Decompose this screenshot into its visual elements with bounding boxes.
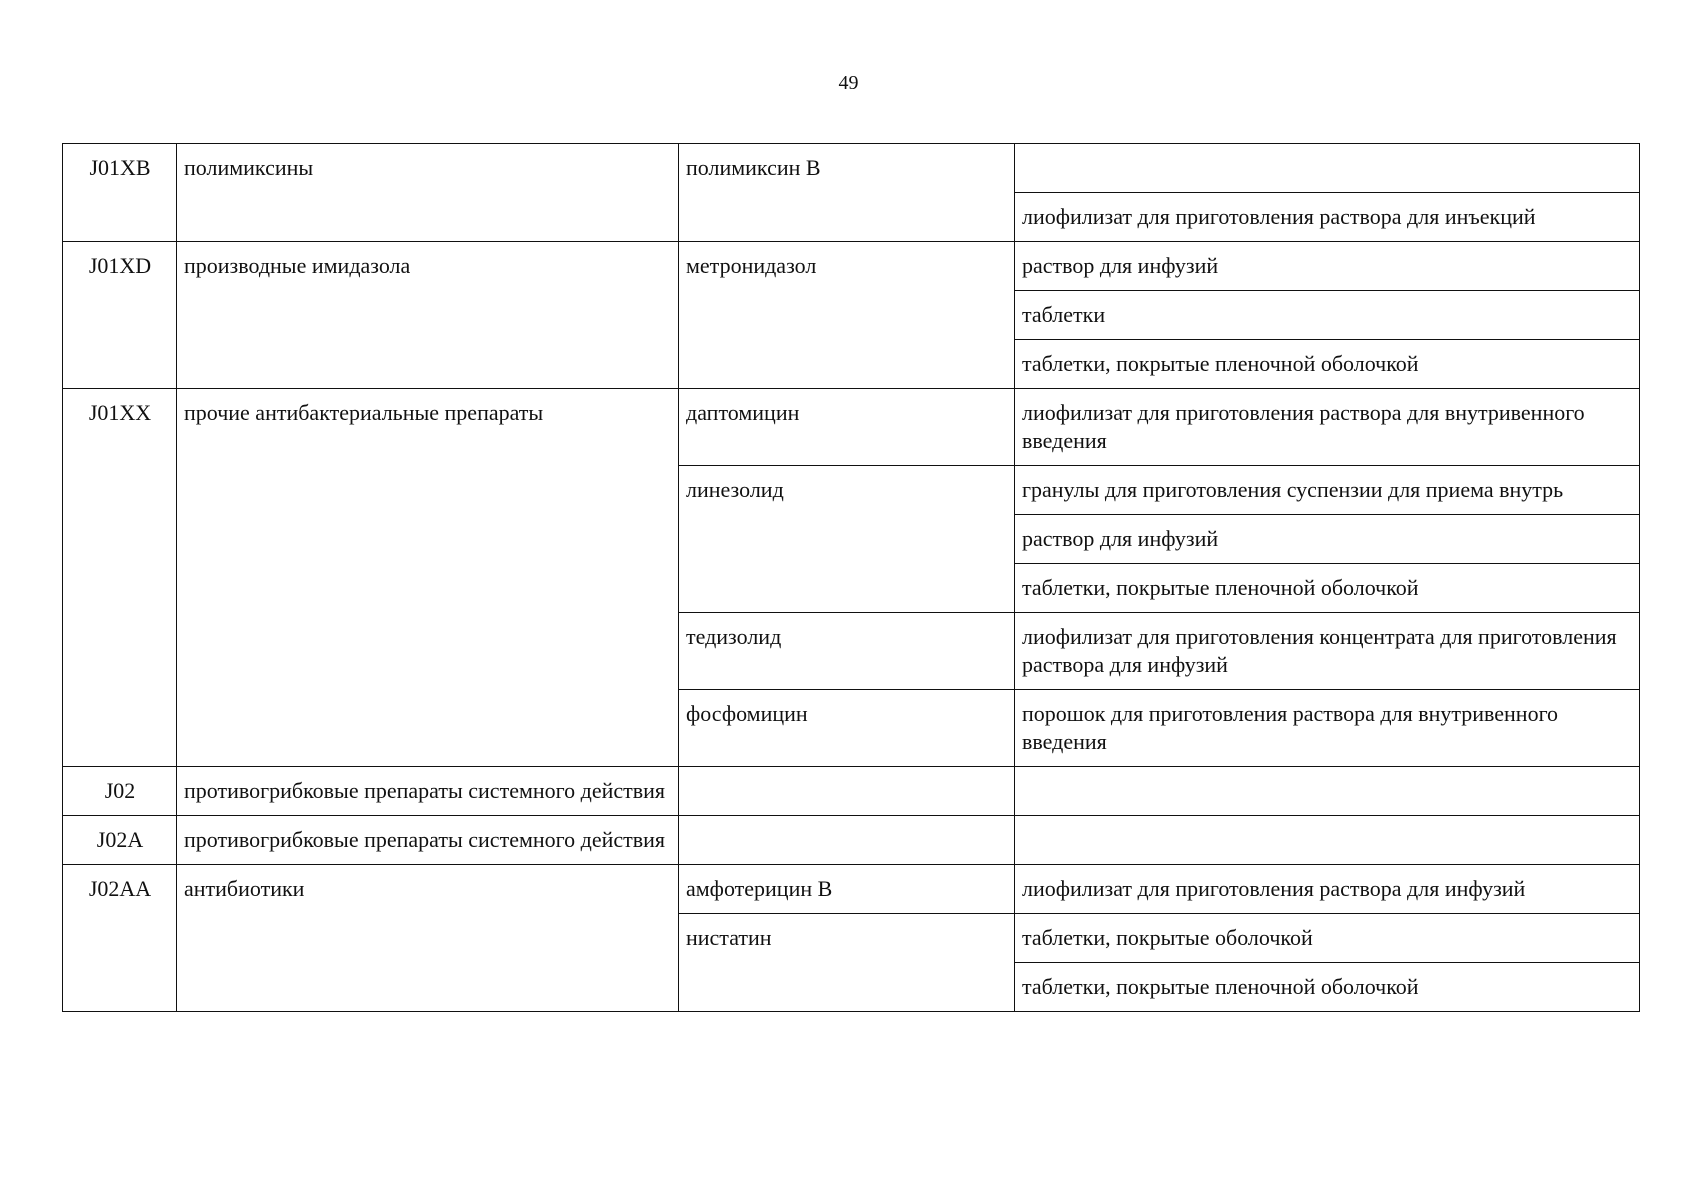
group-cell: противогрибковые препараты системного действия <box>177 767 679 816</box>
drug-cell: тедизолид <box>679 613 1015 690</box>
form-cell: раствор для инфузий <box>1015 242 1640 291</box>
form-cell: лиофилизат для приготовления раствора для внутривенного введения <box>1015 389 1640 466</box>
form-cell: таблетки <box>1015 291 1640 340</box>
form-cell <box>1015 144 1640 193</box>
atc-code-cell: J02A <box>63 816 177 865</box>
form-cell: лиофилизат для приготовления концентрата для приготовления раствора для инфузий <box>1015 613 1640 690</box>
drug-cell: полимиксин В <box>679 144 1015 242</box>
table-row <box>63 816 1640 865</box>
drug-table <box>62 143 1640 1012</box>
atc-code-cell: J01XB <box>63 144 177 242</box>
form-cell: гранулы для приготовления суспензии для приема внутрь <box>1015 466 1640 515</box>
form-cell: лиофилизат для приготовления раствора для инъекций <box>1015 193 1640 242</box>
form-cell: таблетки, покрытые пленочной оболочкой <box>1015 340 1640 389</box>
atc-code-cell: J02AA <box>63 865 177 1012</box>
drug-cell: линезолид <box>679 466 1015 613</box>
form-cell: таблетки, покрытые пленочной оболочкой <box>1015 564 1640 613</box>
group-cell: производные имидазола <box>177 242 679 389</box>
form-cell: таблетки, покрытые пленочной оболочкой <box>1015 963 1640 1012</box>
group-cell: антибиотики <box>177 865 679 1012</box>
group-cell: прочие антибактериальные препараты <box>177 389 679 767</box>
table-row <box>63 144 1640 193</box>
drug-cell: фосфомицин <box>679 690 1015 767</box>
atc-code-cell: J02 <box>63 767 177 816</box>
form-cell: раствор для инфузий <box>1015 515 1640 564</box>
page-number: 49 <box>838 72 859 94</box>
form-cell: порошок для приготовления раствора для внутривенного введения <box>1015 690 1640 767</box>
form-cell <box>1015 816 1640 865</box>
form-cell <box>1015 767 1640 816</box>
group-cell: полимиксины <box>177 144 679 242</box>
atc-code-cell: J01XX <box>63 389 177 767</box>
drug-cell <box>679 816 1015 865</box>
group-cell: противогрибковые препараты системного действия <box>177 816 679 865</box>
table-row <box>63 865 1640 914</box>
form-cell: лиофилизат для приготовления раствора для инфузий <box>1015 865 1640 914</box>
table-row <box>63 389 1640 466</box>
drug-cell <box>679 767 1015 816</box>
drug-cell: нистатин <box>679 914 1015 1012</box>
drug-cell: даптомицин <box>679 389 1015 466</box>
form-cell: таблетки, покрытые оболочкой <box>1015 914 1640 963</box>
table-row <box>63 242 1640 291</box>
drug-cell: амфотерицин В <box>679 865 1015 914</box>
table-row <box>63 767 1640 816</box>
atc-code-cell: J01XD <box>63 242 177 389</box>
drug-cell: метронидазол <box>679 242 1015 389</box>
